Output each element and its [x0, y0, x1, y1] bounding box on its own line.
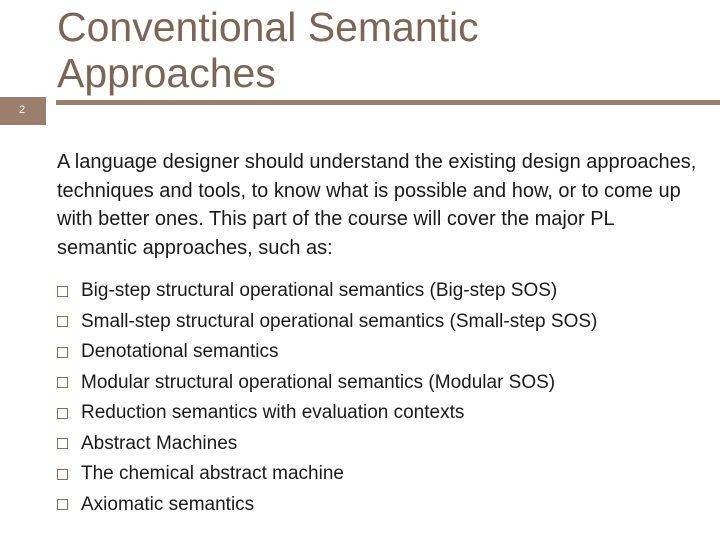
bullet-item	[57, 398, 717, 429]
bullet-item	[57, 490, 717, 521]
bullet-text: Small-step structural operational semantics (Small-step SOS)	[81, 310, 598, 332]
bullet-text: Abstract Machines	[81, 432, 238, 454]
slide-title: Conventional Semantic Approaches	[57, 4, 479, 96]
square-bullet-icon	[57, 347, 68, 358]
square-bullet-icon	[57, 499, 68, 510]
square-bullet-icon	[57, 438, 68, 449]
bullet-text: Axiomatic semantics	[81, 493, 255, 515]
bullet-text: Modular structural operational semantics (Modular SOS)	[81, 371, 556, 393]
bullet-text: Big-step structural operational semantics (Big-step SOS)	[81, 280, 558, 302]
bullet-list	[57, 276, 717, 520]
bullet-item	[57, 307, 717, 338]
bullet-text: Reduction semantics with evaluation contexts	[81, 402, 465, 424]
bullet-item	[57, 459, 717, 490]
bullet-text: The chemical abstract machine	[81, 463, 344, 485]
square-bullet-icon	[57, 408, 68, 419]
square-bullet-icon	[57, 377, 68, 388]
square-bullet-icon	[57, 316, 68, 327]
bullet-item	[57, 276, 717, 307]
square-bullet-icon	[57, 286, 68, 297]
bullet-text: Denotational semantics	[81, 341, 279, 363]
intro-paragraph: A language designer should understand the existing design approaches, techniques and tools, to know what is possible and how, or to come up with better ones. This part of the course will cover the major PL semantic approaches, such as:	[57, 151, 697, 259]
bullet-item	[57, 368, 717, 399]
square-bullet-icon	[57, 469, 68, 480]
bullet-item	[57, 337, 717, 368]
slide-number: 2	[18, 104, 26, 116]
bullet-item	[57, 429, 717, 460]
title-underline	[56, 100, 720, 105]
